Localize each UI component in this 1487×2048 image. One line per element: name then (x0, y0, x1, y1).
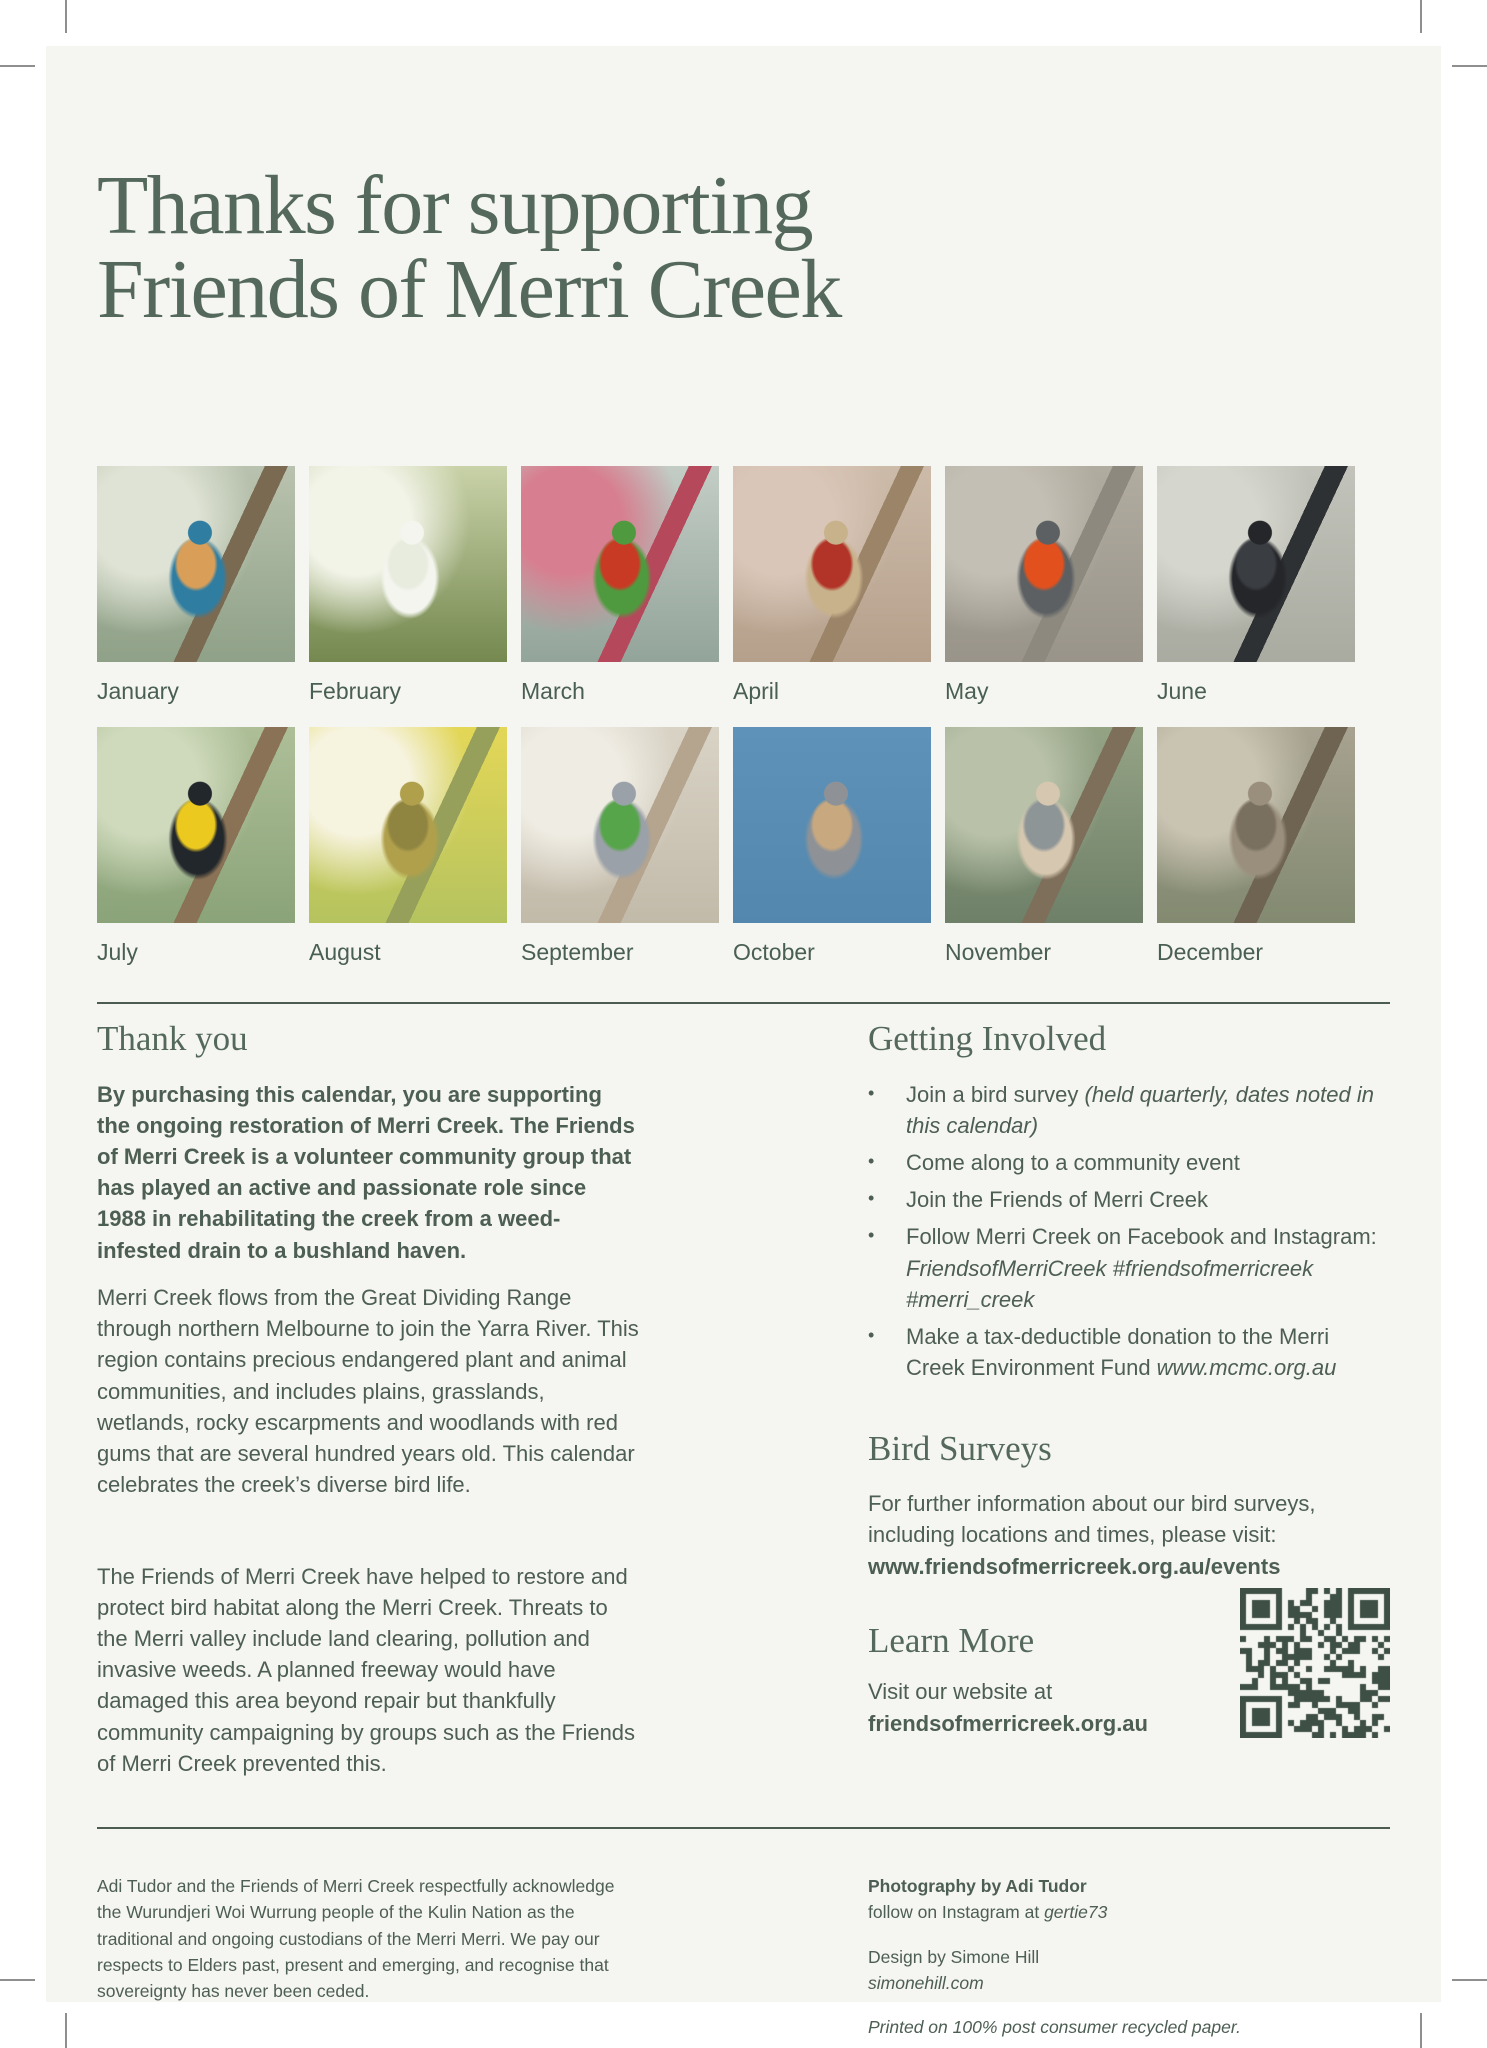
getting-involved-item (868, 1147, 1390, 1178)
page-title (97, 159, 1390, 336)
instagram-prefix: follow on Instagram at (868, 1902, 1045, 1923)
bird-surveys-text: For further information about our bird surveys, including locations and times, please visit: (868, 1491, 1316, 1548)
thank-you-paragraph-2: Merri Creek flows from the Great Dividing Range through northern Melbourne to join the Yarra River. This region contains precious endangered plant and animal communities, and includes plains, grasslands, wetlands, rocky escarpments and woodlands with red gums that are several hundred years old. This calendar celebrates the creek’s diverse bird life. (97, 1284, 639, 1498)
instagram-handle: gertie73 (1044, 1902, 1108, 1923)
month-label: September (521, 939, 634, 965)
photo-february-great-egret-in-foliage (309, 466, 507, 662)
bullet-dot-icon: • (868, 1188, 875, 1209)
learn-more-body (868, 1676, 1148, 1738)
section-divider-bottom (97, 1827, 1390, 1829)
thank-you-column (97, 1020, 640, 1779)
photo-april-european-goldfinch-on-twig (733, 466, 931, 662)
bullet-text: Join the Friends of Merri Creek (906, 1187, 1208, 1213)
design-credit (868, 1944, 1390, 1997)
photography-credit (868, 1873, 1390, 1926)
two-column-section (97, 1020, 1390, 1779)
crop-mark-bottom-right-horizontal (1452, 1979, 1487, 1981)
qr-code (1240, 1588, 1390, 1738)
section-divider-top (97, 1002, 1390, 1004)
month-photo-grid (97, 466, 1355, 966)
month-label: January (97, 678, 179, 704)
photo-december-tawny-frogmouths-in-tree (1157, 727, 1355, 923)
design-credit-site: simonehill.com (868, 1972, 984, 1993)
month-label: December (1157, 939, 1264, 965)
recycled-paper-note: Printed on 100% post consumer recycled paper. (868, 2017, 1241, 2038)
credits-column (868, 1873, 1390, 2040)
getting-involved-column (868, 1020, 1390, 1779)
photo-june-darter-with-spread-wings (1157, 466, 1355, 662)
learn-more-line: Visit our website at (868, 1679, 1053, 1705)
month-label: November (945, 939, 1052, 965)
month-label: June (1157, 678, 1207, 704)
photo-may-flame-robin-on-post (945, 466, 1143, 662)
getting-involved-item (868, 1184, 1390, 1215)
month-cell-may (945, 466, 1143, 705)
bullet-text: Come along to a community event (906, 1149, 1240, 1175)
crop-mark-top-left-horizontal (0, 65, 35, 67)
photography-credit-instagram (868, 1899, 1390, 1925)
thank-you-intro: By purchasing this calendar, you are supporting the ongoing restoration of Merri Creek. The Friends of Merri Creek is a volunteer community group that has played an active and passionate role since 1988 in rehabilitating the creek from a weed-infested drain to a bushland haven. (97, 1081, 635, 1263)
footer-section (97, 1873, 1390, 2040)
learn-more-url: friendsofmerricreek.org.au (868, 1710, 1148, 1736)
getting-involved-list (868, 1079, 1390, 1384)
learn-more-row (868, 1622, 1390, 1739)
crop-mark-bottom-left-horizontal (0, 1979, 35, 1981)
month-label: October (733, 939, 815, 965)
photo-october-kestrel-in-blue-sky (733, 727, 931, 923)
month-label: February (309, 678, 402, 704)
photo-august-bird-in-golden-wattle (309, 727, 507, 923)
getting-involved-item (868, 1079, 1390, 1141)
thank-you-heading: Thank you (97, 1019, 248, 1058)
month-cell-november (945, 727, 1143, 966)
month-cell-june (1157, 466, 1355, 705)
bullet-text: Join a bird survey (held quarterly, dates noted in this calendar) (906, 1081, 1374, 1138)
month-cell-october (733, 727, 931, 966)
month-label: May (945, 678, 989, 704)
crop-mark-top-right-horizontal (1452, 65, 1487, 67)
month-cell-september (521, 727, 719, 966)
page-title-line1: Thanks for supporting (97, 159, 813, 252)
month-label: March (521, 678, 585, 704)
month-cell-august (309, 727, 507, 966)
getting-involved-item (868, 1221, 1390, 1315)
bird-surveys-url: www.friendsofmerricreek.org.au/events (868, 1553, 1281, 1579)
bullet-dot-icon: • (868, 1150, 875, 1171)
thank-you-paragraph-3: The Friends of Merri Creek have helped to restore and protect bird habitat along the Merri Creek. Threats to the Merri valley include land clearing, pollution and invasive weeds. A planned freeway would have damaged this area beyond repair but thankfully community campaigning by groups such as the Friends of Merri Creek prevented this. (97, 1563, 636, 1776)
month-label: August (309, 939, 381, 965)
bullet-text: Follow Merri Creek on Facebook and Instagram: FriendsofMerriCreek #friendsofmerricreek #merri_creek (906, 1224, 1377, 1312)
getting-involved-heading: Getting Involved (868, 1019, 1107, 1058)
bird-surveys-heading: Bird Surveys (868, 1428, 1052, 1468)
month-cell-february (309, 466, 507, 705)
month-label: July (97, 939, 138, 965)
bullet-dot-icon: • (868, 1225, 875, 1246)
crop-mark-top-left-vertical (65, 0, 67, 33)
photo-november-night-heron-in-casuarina (945, 727, 1143, 923)
page-title-line2: Friends of Merri Creek (97, 243, 841, 336)
design-credit-name: Design by Simone Hill (868, 1946, 1040, 1967)
learn-more-heading: Learn More (868, 1620, 1035, 1660)
bullet-dot-icon: • (868, 1082, 875, 1103)
page-content (46, 159, 1441, 2040)
photo-september-common-bronzewing (521, 727, 719, 923)
bird-surveys-body (868, 1488, 1390, 1582)
photo-july-golden-whistler-on-branch (97, 727, 295, 923)
acknowledgement-of-country: Adi Tudor and the Friends of Merri Creek respectfully acknowledge the Wurundjeri Woi Wurrung people of the Kulin Nation as the traditional and ongoing custodians of the Merri Merri. We pay our respects to Elders past, present and emerging, and recognise that sovereignty has never been ceded. (97, 1876, 615, 2002)
month-label: April (733, 678, 780, 704)
month-cell-january (97, 466, 295, 705)
photography-credit-name: Photography by Adi Tudor (868, 1876, 1087, 1897)
crop-mark-top-right-vertical (1420, 0, 1422, 33)
photo-march-musk-lorikeet-on-gum-blossom (521, 466, 719, 662)
calendar-back-page (46, 46, 1441, 2038)
learn-more-text (868, 1622, 1148, 1739)
month-cell-july (97, 727, 295, 966)
bullet-dot-icon: • (868, 1325, 875, 1346)
month-cell-march (521, 466, 719, 705)
month-cell-april (733, 466, 931, 705)
bullet-text: Make a tax-deductible donation to the Merri Creek Environment Fund www.mcmc.org.au (906, 1324, 1337, 1381)
month-cell-december (1157, 727, 1355, 966)
photo-january-sacred-kingfisher-on-branch (97, 466, 295, 662)
getting-involved-item (868, 1321, 1390, 1383)
